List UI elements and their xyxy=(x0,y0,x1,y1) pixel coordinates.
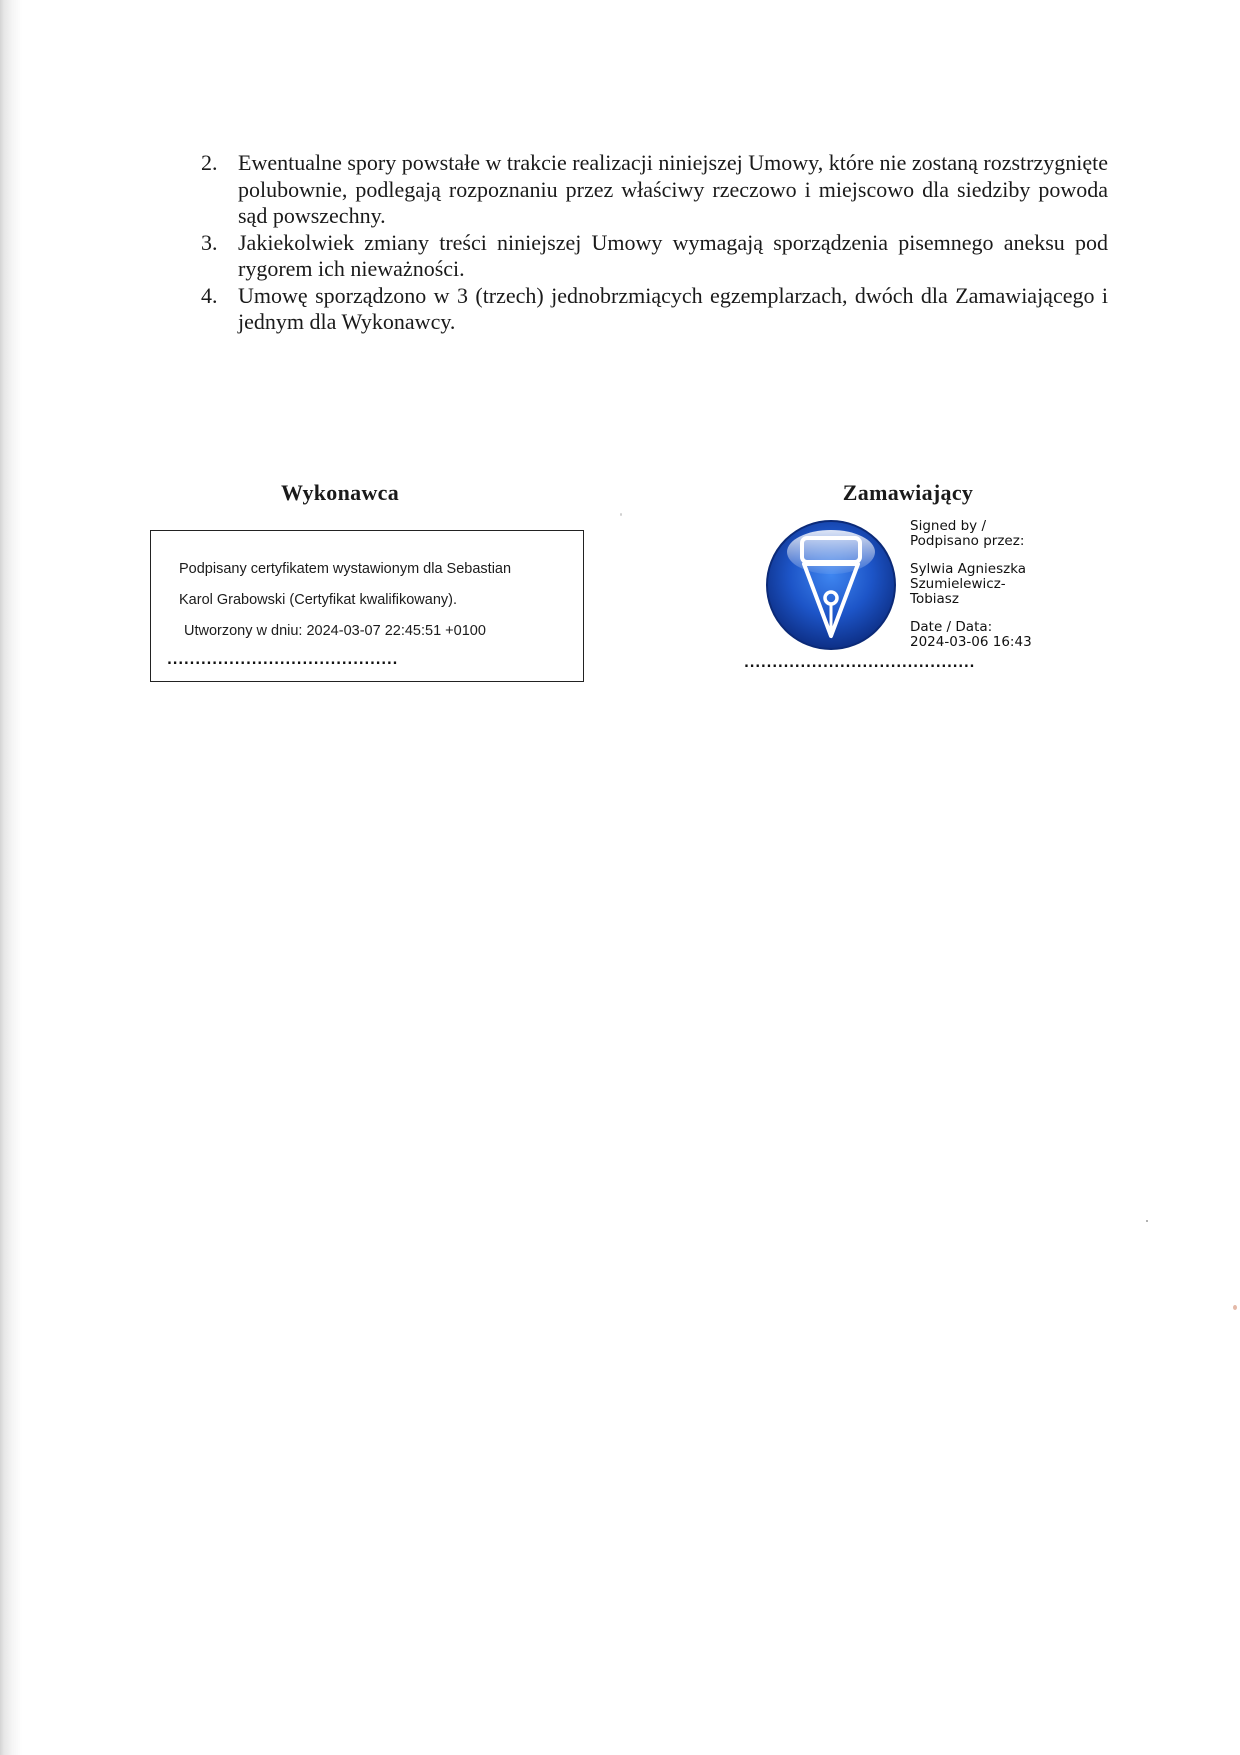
contract-clauses-list xyxy=(190,150,1108,336)
clause-text: Ewentualne spory powstałe w trakcie realizacji niniejszej Umowy, które nie zostaną rozstrzygnięte polubownie, podlegają rozpoznaniu przez właściwy rzeczowo i miejscowo dla siedziby powoda sąd powszechny. xyxy=(238,150,1108,228)
client-heading: Zamawiający xyxy=(842,480,974,505)
contractor-signature-dotted-line: ......................................... xyxy=(167,653,399,668)
client-signature-details xyxy=(910,519,1110,650)
signed-by-label: Podpisano przez: xyxy=(910,533,1025,549)
clause-number: 2. xyxy=(201,150,218,175)
certificate-line: Podpisany certyfikatem wystawionym dla Sebastian xyxy=(179,561,512,577)
scan-speck xyxy=(1233,1305,1237,1310)
fountain-pen-nib-icon xyxy=(764,518,898,652)
clause-item xyxy=(190,283,1108,336)
clause-item xyxy=(190,150,1108,230)
contractor-heading: Wykonawca xyxy=(280,480,399,505)
clause-text: Umowę sporządzono w 3 (trzech) jednobrzmiących egzemplarzach, dwóch dla Zamawiającego i jednym dla Wykonawcy. xyxy=(238,282,1108,334)
clause-number: 3. xyxy=(201,229,218,255)
client-signature-dotted-line: ......................................... xyxy=(744,656,976,671)
signer-name: Sylwia Agnieszka xyxy=(910,561,1027,577)
scan-edge-shadow xyxy=(0,0,22,1755)
contractor-certificate-box xyxy=(150,530,584,682)
certificate-line: Karol Grabowski (Certyfikat kwalifikowany). xyxy=(179,592,457,608)
signer-name: Tobiasz xyxy=(910,591,959,607)
signed-by-label: Signed by / xyxy=(910,518,987,534)
scan-speck xyxy=(620,513,622,516)
scan-speck xyxy=(1146,1220,1148,1222)
clause-text: Jakiekolwiek zmiany treści niniejszej Umowy wymagają sporządzenia pisemnego aneksu pod rygorem ich nieważności. xyxy=(238,229,1108,281)
signature-date: 2024-03-06 16:43 xyxy=(910,634,1032,650)
clause-item xyxy=(190,230,1108,283)
clause-number: 4. xyxy=(201,282,218,308)
certificate-line: Utworzony w dniu: 2024-03-07 22:45:51 +0100 xyxy=(184,623,486,639)
date-label: Date / Data: xyxy=(910,619,993,635)
signer-name: Szumielewicz- xyxy=(910,576,1006,592)
